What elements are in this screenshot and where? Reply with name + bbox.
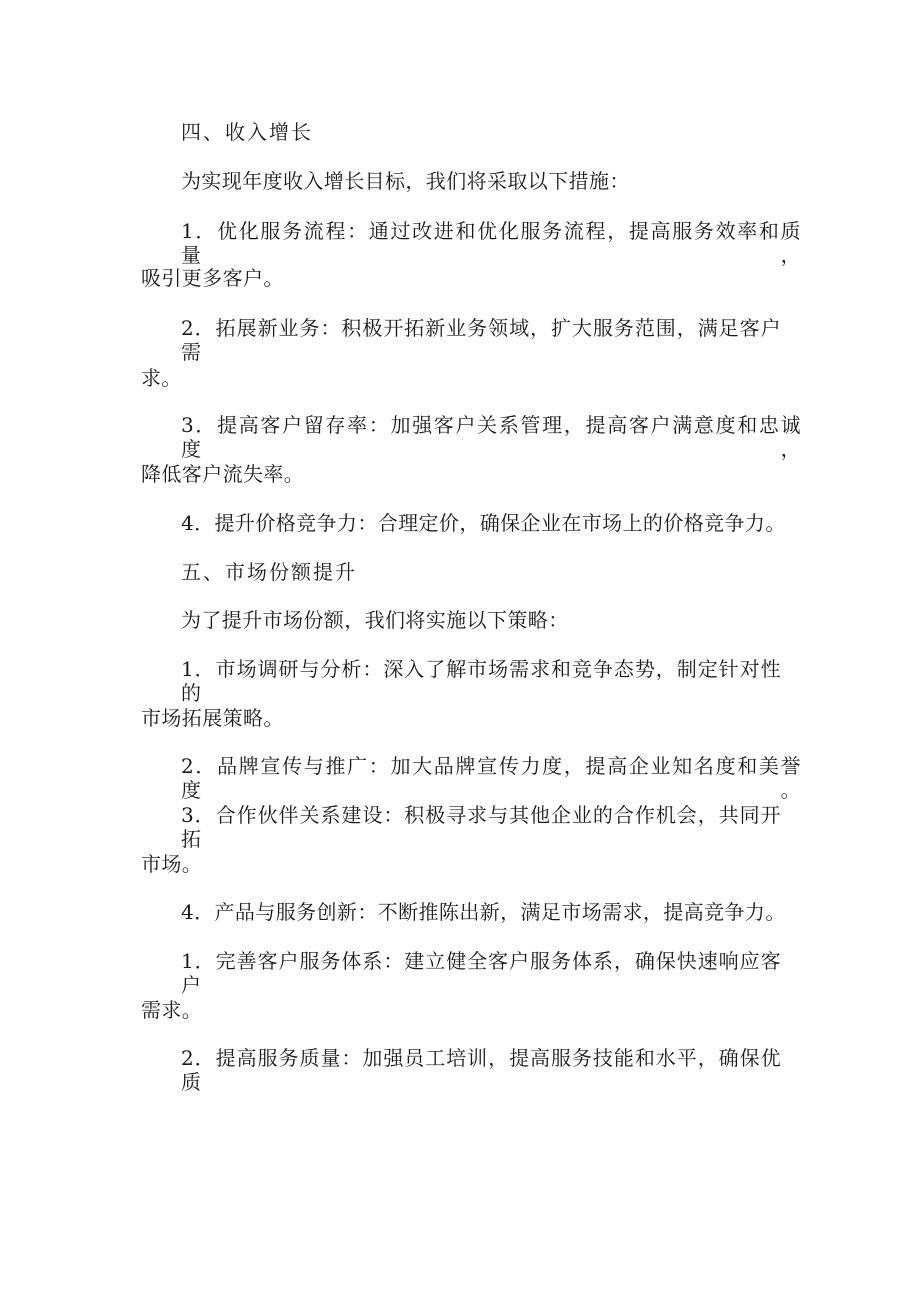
paragraph-line: 2．拓展新业务：积极开拓新业务领域，扩大服务范围，满足客户需 bbox=[181, 316, 781, 364]
paragraph-line: 市场拓展策略。 bbox=[141, 706, 284, 730]
paragraph-line: 市场。 bbox=[141, 852, 203, 876]
paragraph-line: 为了提升市场份额，我们将实施以下策略： bbox=[181, 608, 569, 632]
paragraph-line: 吸引更多客户。 bbox=[141, 266, 284, 290]
paragraph-line: 为实现年度收入增长目标，我们将采取以下措施： bbox=[181, 169, 630, 193]
paragraph-line: 3．提高客户留存率：加强客户关系管理，提高客户满意度和忠诚度， bbox=[181, 413, 801, 461]
paragraph-line: 1．优化服务流程：通过改进和优化服务流程，提高服务效率和质量， bbox=[181, 219, 801, 267]
paragraph-line: 1．完善客户服务体系：建立健全客户服务体系，确保快速响应客户 bbox=[181, 949, 781, 997]
section-heading-revenue-growth: 四、收入增长 bbox=[181, 120, 313, 144]
paragraph-line: 求。 bbox=[141, 366, 182, 390]
paragraph-line: 4．产品与服务创新：不断推陈出新，满足市场需求，提高竞争力。 bbox=[181, 900, 786, 924]
paragraph-line: 2．提高服务质量：加强员工培训，提高服务技能和水平，确保优质 bbox=[181, 1046, 781, 1094]
paragraph-line: 1．市场调研与分析：深入了解市场需求和竞争态势，制定针对性的 bbox=[181, 657, 781, 705]
paragraph-line: 2．品牌宣传与推广：加大品牌宣传力度，提高企业知名度和美誉度。 bbox=[181, 754, 801, 802]
paragraph-line: 降低客户流失率。 bbox=[141, 462, 305, 486]
paragraph-line: 3．合作伙伴关系建设：积极寻求与其他企业的合作机会，共同开拓 bbox=[181, 803, 781, 851]
section-heading-market-share: 五、市场份额提升 bbox=[181, 560, 357, 584]
paragraph-line: 4．提升价格竞争力：合理定价，确保企业在市场上的价格竞争力。 bbox=[181, 511, 786, 535]
paragraph-line: 需求。 bbox=[141, 998, 203, 1022]
